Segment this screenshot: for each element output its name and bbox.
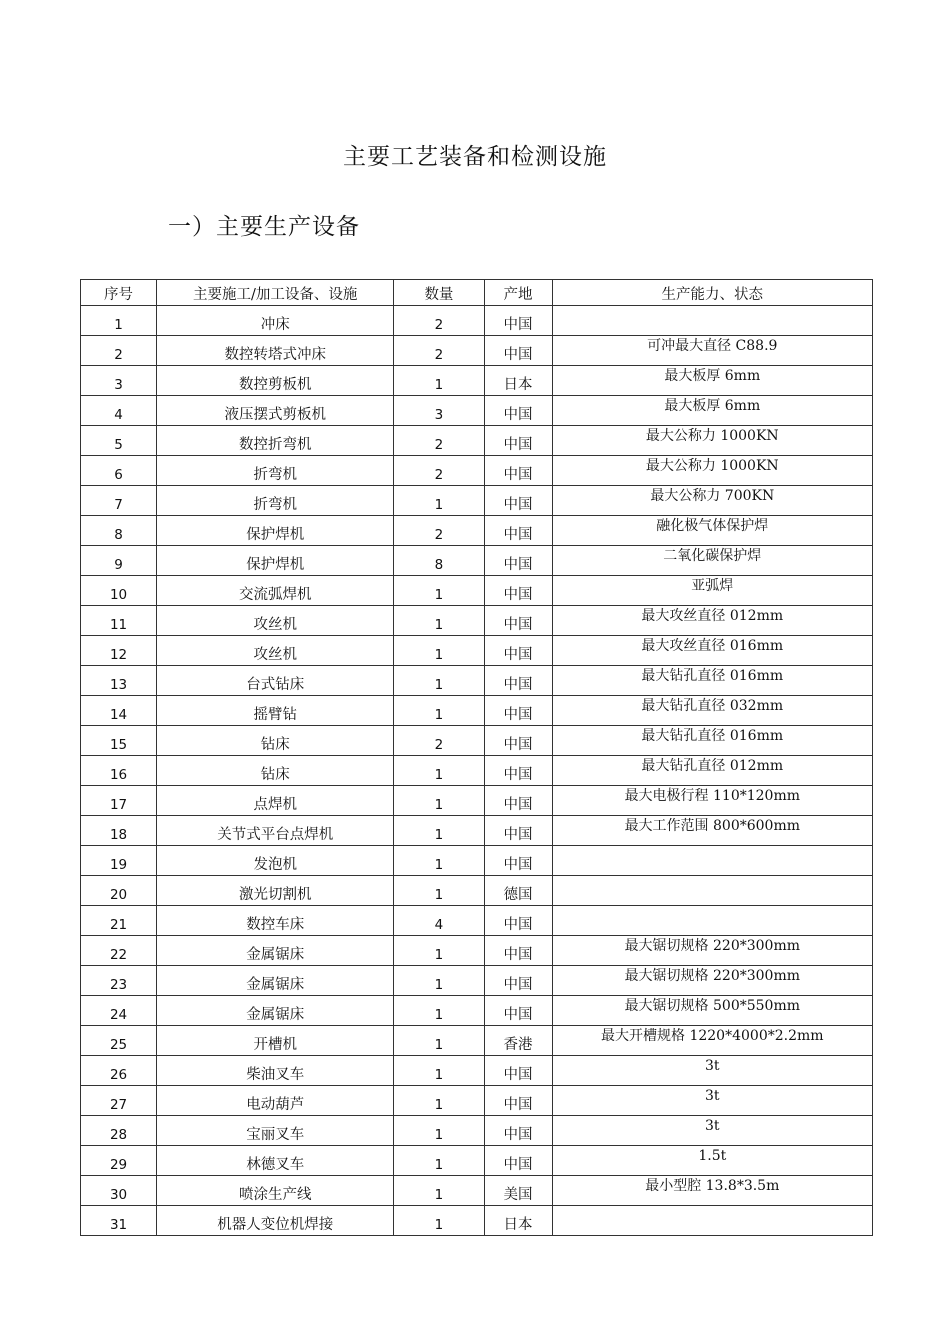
equipment-name: 宝丽叉车	[157, 1116, 394, 1146]
table-row	[81, 666, 873, 696]
quantity: 4	[394, 906, 484, 936]
capacity	[552, 846, 872, 876]
quantity: 1	[394, 1056, 484, 1086]
table-row	[81, 306, 873, 336]
origin: 中国	[484, 666, 552, 696]
row-number: 13	[81, 666, 157, 696]
equipment-name: 金属锯床	[157, 996, 394, 1026]
capacity	[552, 306, 872, 336]
quantity: 1	[394, 576, 484, 606]
quantity: 1	[394, 1086, 484, 1116]
table-row	[81, 1026, 873, 1056]
table-row	[81, 366, 873, 396]
row-number: 18	[81, 816, 157, 846]
table-row	[81, 696, 873, 726]
origin: 德国	[484, 876, 552, 906]
quantity: 2	[394, 726, 484, 756]
origin: 美国	[484, 1176, 552, 1206]
table-row	[81, 1056, 873, 1086]
origin: 中国	[484, 696, 552, 726]
capacity: 3t	[552, 1056, 872, 1086]
table-row	[81, 546, 873, 576]
capacity: 最大板厚 6mm	[552, 366, 872, 396]
table-row	[81, 336, 873, 366]
row-number: 8	[81, 516, 157, 546]
capacity: 3t	[552, 1116, 872, 1146]
origin: 日本	[484, 1206, 552, 1236]
capacity: 最大电极行程 110*120mm	[552, 786, 872, 816]
equipment-name: 攻丝机	[157, 606, 394, 636]
equipment-name: 柴油叉车	[157, 1056, 394, 1086]
capacity: 最大锯切规格 220*300mm	[552, 936, 872, 966]
quantity: 1	[394, 606, 484, 636]
capacity: 最大锯切规格 220*300mm	[552, 966, 872, 996]
row-number: 5	[81, 426, 157, 456]
equipment-name: 钻床	[157, 756, 394, 786]
header-equipment: 主要施工/加工设备、设施	[157, 280, 394, 306]
origin: 中国	[484, 1056, 552, 1086]
capacity: 可冲最大直径 C88.9	[552, 336, 872, 366]
table-row	[81, 786, 873, 816]
quantity: 2	[394, 456, 484, 486]
quantity: 2	[394, 426, 484, 456]
equipment-table	[80, 279, 873, 1236]
origin: 中国	[484, 726, 552, 756]
header-origin: 产地	[484, 280, 552, 306]
quantity: 1	[394, 966, 484, 996]
row-number: 11	[81, 606, 157, 636]
row-number: 20	[81, 876, 157, 906]
row-number: 25	[81, 1026, 157, 1056]
capacity: 最大板厚 6mm	[552, 396, 872, 426]
origin: 中国	[484, 546, 552, 576]
equipment-name: 数控折弯机	[157, 426, 394, 456]
quantity: 1	[394, 636, 484, 666]
origin: 中国	[484, 336, 552, 366]
origin: 中国	[484, 816, 552, 846]
table-row	[81, 576, 873, 606]
table-row	[81, 456, 873, 486]
row-number: 2	[81, 336, 157, 366]
row-number: 12	[81, 636, 157, 666]
origin: 中国	[484, 426, 552, 456]
row-number: 17	[81, 786, 157, 816]
origin: 中国	[484, 306, 552, 336]
capacity: 1.5t	[552, 1146, 872, 1176]
quantity: 2	[394, 336, 484, 366]
table-row	[81, 606, 873, 636]
equipment-name: 攻丝机	[157, 636, 394, 666]
quantity: 1	[394, 1176, 484, 1206]
table-row	[81, 756, 873, 786]
equipment-name: 液压摆式剪板机	[157, 396, 394, 426]
equipment-name: 保护焊机	[157, 516, 394, 546]
row-number: 28	[81, 1116, 157, 1146]
row-number: 16	[81, 756, 157, 786]
equipment-name: 发泡机	[157, 846, 394, 876]
capacity: 融化极气体保护焊	[552, 516, 872, 546]
quantity: 1	[394, 756, 484, 786]
capacity: 最大攻丝直径 012mm	[552, 606, 872, 636]
row-number: 7	[81, 486, 157, 516]
header-capacity: 生产能力、状态	[552, 280, 872, 306]
quantity: 1	[394, 486, 484, 516]
table-row	[81, 636, 873, 666]
row-number: 22	[81, 936, 157, 966]
equipment-name: 冲床	[157, 306, 394, 336]
equipment-name: 激光切割机	[157, 876, 394, 906]
capacity: 最大工作范围 800*600mm	[552, 816, 872, 846]
origin: 中国	[484, 936, 552, 966]
origin: 中国	[484, 606, 552, 636]
row-number: 27	[81, 1086, 157, 1116]
table-row	[81, 876, 873, 906]
equipment-name: 金属锯床	[157, 936, 394, 966]
row-number: 23	[81, 966, 157, 996]
capacity: 亚弧焊	[552, 576, 872, 606]
table-row	[81, 516, 873, 546]
table-row	[81, 426, 873, 456]
capacity: 最大公称力 1000KN	[552, 456, 872, 486]
equipment-name: 点焊机	[157, 786, 394, 816]
row-number: 4	[81, 396, 157, 426]
table-row	[81, 906, 873, 936]
equipment-name: 开槽机	[157, 1026, 394, 1056]
row-number: 26	[81, 1056, 157, 1086]
row-number: 29	[81, 1146, 157, 1176]
capacity: 最大钻孔直径 012mm	[552, 756, 872, 786]
row-number: 30	[81, 1176, 157, 1206]
equipment-name: 关节式平台点焊机	[157, 816, 394, 846]
header-no: 序号	[81, 280, 157, 306]
capacity	[552, 876, 872, 906]
quantity: 1	[394, 876, 484, 906]
row-number: 31	[81, 1206, 157, 1236]
quantity: 8	[394, 546, 484, 576]
quantity: 1	[394, 936, 484, 966]
capacity: 最大开槽规格 1220*4000*2.2mm	[552, 1026, 872, 1056]
capacity: 最大钻孔直径 032mm	[552, 696, 872, 726]
capacity	[552, 906, 872, 936]
table-row	[81, 846, 873, 876]
table-row	[81, 486, 873, 516]
capacity: 最大公称力 700KN	[552, 486, 872, 516]
equipment-name: 保护焊机	[157, 546, 394, 576]
origin: 中国	[484, 966, 552, 996]
quantity: 3	[394, 396, 484, 426]
equipment-name: 数控转塔式冲床	[157, 336, 394, 366]
equipment-name: 机器人变位机焊接	[157, 1206, 394, 1236]
capacity	[552, 1206, 872, 1236]
equipment-name: 折弯机	[157, 486, 394, 516]
document-title: 主要工艺装备和检测设施	[343, 144, 607, 170]
equipment-name: 数控车床	[157, 906, 394, 936]
table-row	[81, 936, 873, 966]
table-row	[81, 1176, 873, 1206]
equipment-name: 数控剪板机	[157, 366, 394, 396]
origin: 中国	[484, 846, 552, 876]
table-body	[81, 306, 873, 1236]
capacity: 3t	[552, 1086, 872, 1116]
quantity: 2	[394, 516, 484, 546]
quantity: 1	[394, 1026, 484, 1056]
capacity: 二氧化碳保护焊	[552, 546, 872, 576]
row-number: 1	[81, 306, 157, 336]
quantity: 1	[394, 996, 484, 1026]
section-heading: 一）主要生产设备	[168, 214, 360, 240]
origin: 香港	[484, 1026, 552, 1056]
quantity: 1	[394, 846, 484, 876]
origin: 中国	[484, 636, 552, 666]
quantity: 1	[394, 696, 484, 726]
capacity: 最小型腔 13.8*3.5m	[552, 1176, 872, 1206]
capacity: 最大公称力 1000KN	[552, 426, 872, 456]
origin: 中国	[484, 756, 552, 786]
quantity: 1	[394, 786, 484, 816]
origin: 中国	[484, 1116, 552, 1146]
origin: 中国	[484, 516, 552, 546]
table-row	[81, 1206, 873, 1236]
equipment-name: 钻床	[157, 726, 394, 756]
origin: 中国	[484, 996, 552, 1026]
table-row	[81, 1146, 873, 1176]
row-number: 15	[81, 726, 157, 756]
table-row	[81, 996, 873, 1026]
table-header-row	[81, 280, 873, 306]
origin: 中国	[484, 486, 552, 516]
origin: 中国	[484, 786, 552, 816]
equipment-name: 台式钻床	[157, 666, 394, 696]
origin: 中国	[484, 1146, 552, 1176]
capacity: 最大锯切规格 500*550mm	[552, 996, 872, 1026]
equipment-name: 金属锯床	[157, 966, 394, 996]
quantity: 1	[394, 366, 484, 396]
row-number: 9	[81, 546, 157, 576]
row-number: 19	[81, 846, 157, 876]
equipment-name: 摇臂钻	[157, 696, 394, 726]
origin: 中国	[484, 396, 552, 426]
table-row	[81, 816, 873, 846]
origin: 中国	[484, 456, 552, 486]
table-row	[81, 1086, 873, 1116]
quantity: 1	[394, 816, 484, 846]
capacity: 最大攻丝直径 016mm	[552, 636, 872, 666]
table-row	[81, 726, 873, 756]
capacity: 最大钻孔直径 016mm	[552, 726, 872, 756]
row-number: 21	[81, 906, 157, 936]
origin: 中国	[484, 906, 552, 936]
equipment-name: 林德叉车	[157, 1146, 394, 1176]
quantity: 1	[394, 1116, 484, 1146]
row-number: 6	[81, 456, 157, 486]
table-row	[81, 396, 873, 426]
equipment-name: 交流弧焊机	[157, 576, 394, 606]
origin: 中国	[484, 576, 552, 606]
row-number: 3	[81, 366, 157, 396]
equipment-name: 折弯机	[157, 456, 394, 486]
capacity: 最大钻孔直径 016mm	[552, 666, 872, 696]
quantity: 2	[394, 306, 484, 336]
quantity: 1	[394, 1206, 484, 1236]
origin: 中国	[484, 1086, 552, 1116]
row-number: 10	[81, 576, 157, 606]
quantity: 1	[394, 666, 484, 696]
table-row	[81, 966, 873, 996]
equipment-name: 电动葫芦	[157, 1086, 394, 1116]
quantity: 1	[394, 1146, 484, 1176]
equipment-name: 喷涂生产线	[157, 1176, 394, 1206]
header-quantity: 数量	[394, 280, 484, 306]
origin: 日本	[484, 366, 552, 396]
table-row	[81, 1116, 873, 1146]
row-number: 14	[81, 696, 157, 726]
row-number: 24	[81, 996, 157, 1026]
